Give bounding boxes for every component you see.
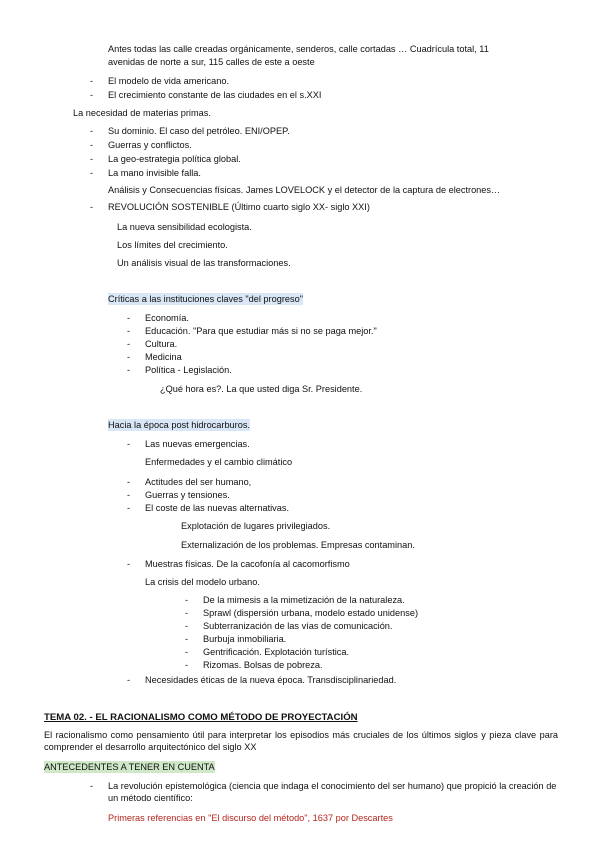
post-sub-note: Externalización de los problemas. Empresas contaminan. xyxy=(181,540,415,550)
bullet-dash: - xyxy=(127,477,131,487)
criticas-item: Economía. xyxy=(145,313,189,323)
post-sub-note: Explotación de lugares privilegiados. xyxy=(181,521,331,531)
bullet-dash: - xyxy=(185,660,189,670)
revolucion-title: REVOLUCIÓN SOSTENIBLE (Último cuarto siglo XX- siglo XXI) xyxy=(108,202,370,212)
criticas-title: Críticas a las instituciones claves "del progreso" xyxy=(108,294,303,304)
bullet-dash: - xyxy=(127,675,131,685)
bullet-dash: - xyxy=(185,595,189,605)
descartes-reference: Primeras referencias en "El discurso del método", 1637 por Descartes xyxy=(108,813,393,823)
bullet-dash: - xyxy=(90,90,94,100)
criticas-item: Política - Legislación. xyxy=(145,365,232,375)
post-crisis: La crisis del modelo urbano. xyxy=(145,577,260,587)
revolucion-line: Un análisis visual de las transformaciones. xyxy=(117,258,291,268)
materias-item: La mano invisible falla. xyxy=(108,168,201,178)
bullet-dash: - xyxy=(127,313,131,323)
bullet-dash: - xyxy=(127,352,131,362)
bullet-dash: - xyxy=(90,154,94,164)
bullet-dash: - xyxy=(127,365,131,375)
materias-item: La geo-estrategia política global. xyxy=(108,154,241,164)
post-item: Las nuevas emergencias. xyxy=(145,439,250,449)
bullet-dash: - xyxy=(90,202,94,212)
bullet-dash: - xyxy=(185,621,189,631)
materias-note: Análisis y Consecuencias físicas. James LOVELOCK y el detector de la captura de electrones… xyxy=(108,185,501,195)
crisis-item: Subterranización de las vías de comunicación. xyxy=(203,621,393,631)
post-item: Muestras físicas. De la cacofonía al cacomorfismo xyxy=(145,559,350,569)
post-item: El coste de las nuevas alternativas. xyxy=(145,503,290,513)
post-item-note: Enfermedades y el cambio climático xyxy=(145,457,293,467)
bullet-dash: - xyxy=(127,559,131,569)
materias-title: La necesidad de materias primas. xyxy=(73,108,211,118)
crisis-item: Burbuja inmobiliaria. xyxy=(203,634,287,644)
bullet-dash: - xyxy=(90,781,94,791)
post-item: Necesidades éticas de la nueva época. Transdisciplinariedad. xyxy=(145,675,397,685)
criticas-item: Medicina xyxy=(145,352,182,362)
tema-heading: TEMA 02. - EL RACIONALISMO COMO MÉTODO DE PROYECTACIÓN xyxy=(44,712,358,723)
crisis-item: Gentrificación. Explotación turística. xyxy=(203,647,350,657)
intro-line-2: avenidas de norte a sur, 115 calles de este a oeste xyxy=(108,57,315,67)
bullet-dash: - xyxy=(185,608,189,618)
crisis-item: Sprawl (dispersión urbana, modelo estado unidense) xyxy=(203,608,419,618)
bullet-dash: - xyxy=(127,326,131,336)
bullet-dash: - xyxy=(90,76,94,86)
bullet-dash: - xyxy=(127,490,131,500)
bullet-dash: - xyxy=(90,140,94,150)
revolucion-line: La nueva sensibilidad ecologista. xyxy=(117,222,252,232)
post-item: Actitudes del ser humano, xyxy=(145,477,252,487)
post-item: Guerras y tensiones. xyxy=(145,490,230,500)
revolucion-line: Los límites del crecimiento. xyxy=(117,240,228,250)
bullet-dash: - xyxy=(127,503,131,513)
materias-item: Su dominio. El caso del petróleo. ENI/OPEP. xyxy=(108,126,290,136)
intro-line-1: Antes todas las calle creadas orgánicamente, senderos, calle cortadas … Cuadrícula total, 11 xyxy=(108,44,489,54)
bullet-dash: - xyxy=(127,339,131,349)
crisis-item: De la mimesis a la mimetización de la naturaleza. xyxy=(203,595,405,605)
bullet-dash: - xyxy=(185,647,189,657)
criticas-note: ¿Qué hora es?. La que usted diga Sr. Presidente. xyxy=(160,384,363,394)
bullet-dash: - xyxy=(185,634,189,644)
list-a-item: El modelo de vida americano. xyxy=(108,76,230,86)
list-a-item: El crecimiento constante de las ciudades en el s.XXI xyxy=(108,90,322,100)
criticas-item: Educación. "Para que estudiar más si no se paga mejor." xyxy=(145,326,377,336)
materias-item: Guerras y conflictos. xyxy=(108,140,192,150)
revolucion-epistemologica: La revolución epistemológica (ciencia que indaga el conocimiento del ser humano) que propició la creación de un método científico: xyxy=(108,781,557,803)
bullet-dash: - xyxy=(90,126,94,136)
bullet-dash: - xyxy=(90,168,94,178)
post-title: Hacia la época post hidrocarburos. xyxy=(108,420,250,430)
antecedentes-title: ANTECEDENTES A TENER EN CUENTA xyxy=(44,762,215,772)
bullet-dash: - xyxy=(127,439,131,449)
tema-paragraph: El racionalismo como pensamiento útil para interpretar los episodios más cruciales de los últimos siglos y pieza clave para comprender el desarrollo arquitectónico del siglo XX xyxy=(44,730,558,752)
crisis-item: Rizomas. Bolsas de pobreza. xyxy=(203,660,323,670)
criticas-item: Cultura. xyxy=(145,339,178,349)
